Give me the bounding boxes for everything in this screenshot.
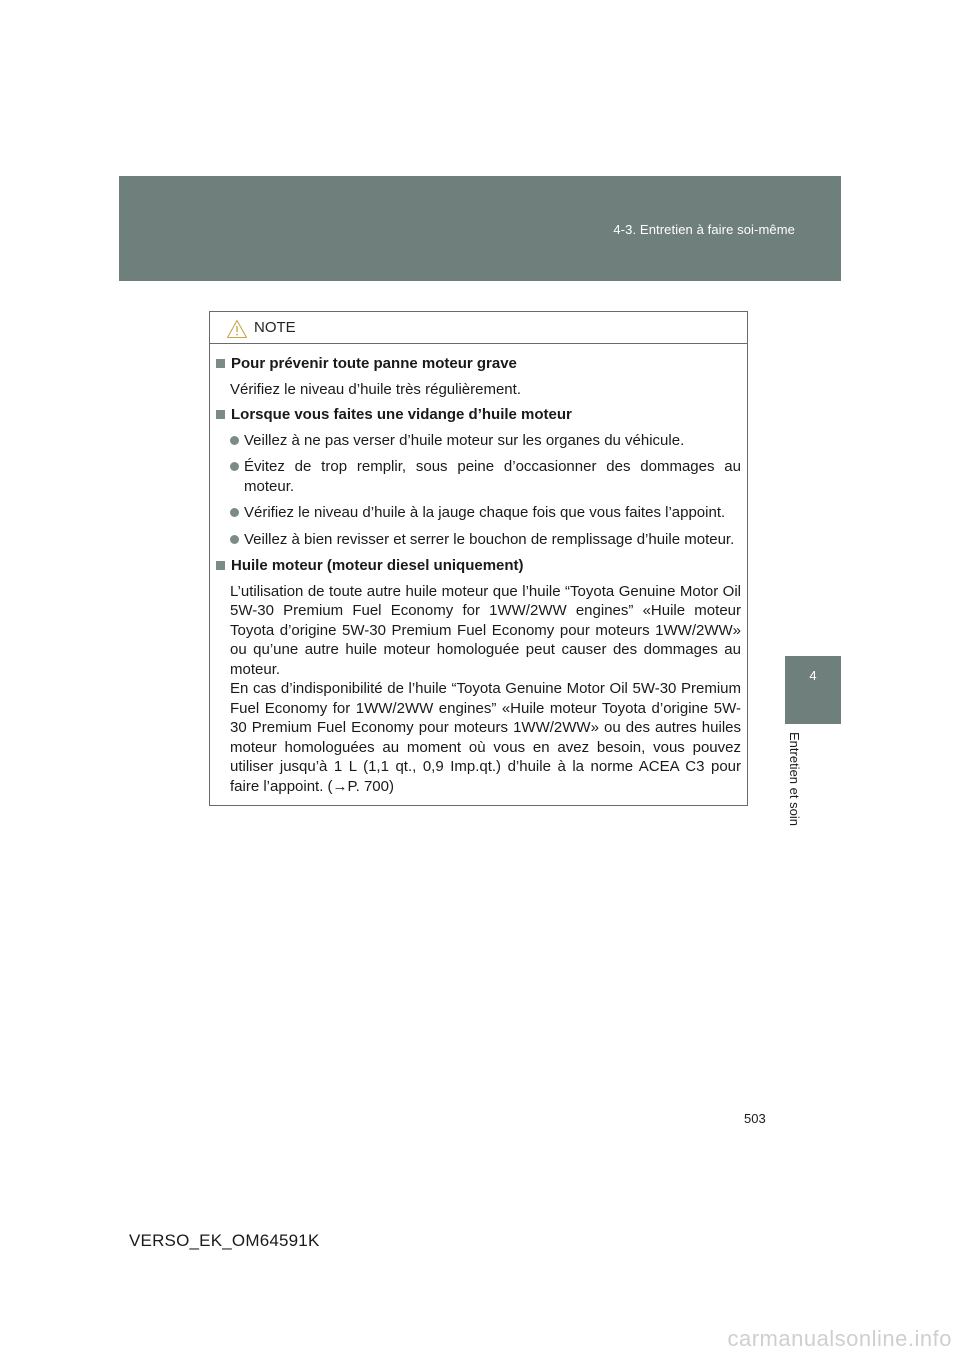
dot-bullet-icon — [230, 508, 239, 517]
section-heading — [216, 556, 741, 576]
heading-text: Huile moteur (moteur diesel uniquement) — [231, 557, 524, 574]
square-bullet-icon — [216, 359, 225, 368]
paragraph: En cas d’indisponibilité de l’huile “Toyota Genuine Motor Oil 5W-30 Premium Fuel Economy for 1WW/2WW engines” «Huile moteur Toyota d’origine 5W-30 Premium Fuel Economy pour moteurs 1WW/2WW» ou des autres huiles moteur homologuées au moment où vous en avez besoin, vous pouvez utiliser jusqu’à 1 L (1,1 qt., 0,9 Imp.qt.) d’huile à la norme ACEA C3 pour faire l’appoint. (→P. 700) — [230, 680, 741, 795]
watermark: carmanualsonline.info — [727, 1326, 952, 1351]
square-bullet-icon — [216, 561, 225, 570]
note-header — [210, 312, 747, 344]
list-item-text: Veillez à bien revisser et serrer le bouchon de remplissage d’huile moteur. — [244, 530, 735, 548]
page-number: 503 — [744, 1111, 766, 1126]
section-heading — [216, 354, 741, 374]
heading-text: Pour prévenir toute panne moteur grave — [231, 355, 517, 372]
dot-bullet-icon — [230, 462, 239, 471]
warning-triangle-icon — [226, 319, 248, 339]
list-item — [230, 431, 741, 451]
list-item — [230, 457, 741, 496]
list-item — [230, 530, 741, 550]
chapter-number: 4 — [809, 668, 817, 683]
list-item-text: Veillez à ne pas verser d’huile moteur sur les organes du véhicule. — [244, 431, 685, 449]
note-title: NOTE — [254, 319, 296, 336]
dot-bullet-icon — [230, 535, 239, 544]
section-title: 4-3. Entretien à faire soi-même — [613, 222, 795, 237]
paragraph: Vérifiez le niveau d’huile très régulièrement. — [230, 380, 521, 398]
chapter-tab — [785, 656, 841, 724]
dot-bullet-icon — [230, 436, 239, 445]
square-bullet-icon — [216, 410, 225, 419]
note-box — [209, 311, 748, 806]
list-item — [230, 503, 741, 523]
heading-text: Lorsque vous faites une vidange d’huile moteur — [231, 406, 572, 423]
paragraph: L’utilisation de toute autre huile moteur que l’huile “Toyota Genuine Motor Oil 5W-30 Premium Fuel Economy for 1WW/2WW engines” «Huile moteur Toyota d’origine 5W-30 Premium Fuel Economy pour moteurs 1WW/2WW» ou qu’une autre huile moteur homologuée peut causer des dommages au moteur. — [230, 582, 741, 678]
chapter-label: Entretien et soin — [787, 732, 802, 826]
list-item-text: Évitez de trop remplir, sous peine d’occasionner des dommages au moteur. — [244, 458, 741, 495]
header-band — [119, 176, 841, 281]
section-heading — [216, 405, 741, 425]
list-item-text: Vérifiez le niveau d’huile à la jauge chaque fois que vous faites l’appoint. — [244, 504, 726, 521]
note-body — [210, 344, 747, 796]
document-code: VERSO_EK_OM64591K — [129, 1231, 320, 1250]
